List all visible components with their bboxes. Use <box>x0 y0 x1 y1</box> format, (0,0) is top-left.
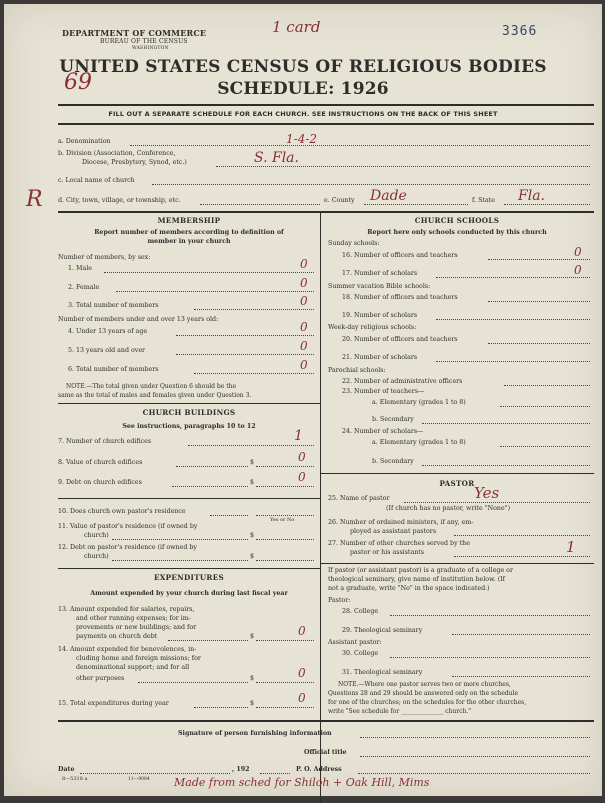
q13-field[interactable] <box>256 640 314 641</box>
q8-label: 8. Value of church edifices <box>58 459 143 466</box>
q10-dots <box>210 515 248 516</box>
q26-field[interactable] <box>454 535 590 536</box>
q24a-field[interactable] <box>500 446 590 447</box>
q21-field[interactable] <box>436 361 590 362</box>
q28-field[interactable] <box>390 615 590 616</box>
q5-label: 5. 13 years old and over <box>68 347 146 354</box>
q8-field[interactable] <box>256 466 314 467</box>
q11-dots <box>112 539 248 540</box>
official-title-field[interactable] <box>360 756 590 757</box>
year-field[interactable] <box>260 773 290 774</box>
washington-label: WASHINGTON <box>132 46 169 51</box>
q30-field[interactable] <box>390 657 590 658</box>
q24-label: 24. Number of scholars— <box>342 428 424 435</box>
division-value: S. Fla. <box>254 150 299 166</box>
q17-field[interactable] <box>436 277 590 278</box>
bureau-label: BUREAU OF THE CENSUS <box>100 38 188 45</box>
q27-label: 27. Number of other churches served by the <box>328 540 470 547</box>
q23a-field[interactable] <box>500 406 590 407</box>
instructions-banner: FILL OUT A SEPARATE SCHEDULE FOR EACH CHURCH. SEE INSTRUCTIONS ON THE BACK OF THIS SHEET <box>108 110 498 118</box>
q26-label: 26. Number of ordained ministers, if any, em- <box>328 519 474 526</box>
q24b-label: b. Secondary <box>372 458 414 465</box>
q27-label-2: pastor or his assistants <box>350 549 425 556</box>
q5-value: 0 <box>300 339 308 353</box>
members-by-sex-label: Number of members, by sex: <box>58 254 151 261</box>
q12-dots <box>112 560 248 561</box>
handwritten-footer-note: Made from sched for Shiloh + Oak Hill, Mims <box>174 776 430 789</box>
q25-label: 25. Name of pastor <box>328 495 390 502</box>
q12-field[interactable] <box>256 560 314 561</box>
buildings-title: CHURCH BUILDINGS <box>142 408 236 417</box>
po-address-field[interactable] <box>358 773 590 774</box>
members-by-age-label: Number of members under and over 13 years old: <box>58 316 219 323</box>
q19-field[interactable] <box>436 319 590 320</box>
q13-dots <box>168 640 248 641</box>
membership-subtitle: Report number of members according to definition of <box>94 229 284 236</box>
q26-label-2: ployed as assistant pastors <box>350 528 437 535</box>
summer-schools-label: Summer vacation Bible schools: <box>328 283 431 290</box>
q8-dollar: $ <box>250 459 255 466</box>
q9-dollar: $ <box>250 479 255 486</box>
membership-title: MEMBERSHIP <box>157 216 221 225</box>
graduate-instructions-3: not a graduate, write "No" in the space indicated.) <box>328 585 490 592</box>
header-rule-2 <box>58 123 594 125</box>
q14-dots <box>138 682 248 683</box>
q16-label: 16. Number of officers and teachers <box>342 252 458 259</box>
q30-label: 30. College <box>342 650 379 657</box>
q12-label: 12. Debt on pastor's residence (if owned by <box>58 544 197 551</box>
q6-label: 6. Total number of members <box>68 366 159 373</box>
membership-note-2: same as the total of males and females given under Question 3. <box>58 392 252 399</box>
q14-label-4: other purposes <box>76 675 125 682</box>
q9-dots <box>172 486 248 487</box>
q16-field[interactable] <box>488 259 590 260</box>
pastor-note-4: write "See schedule for ______________ church." <box>328 708 471 715</box>
q1-field[interactable] <box>104 272 314 273</box>
buildings-rule <box>58 498 320 499</box>
q20-label: 20. Number of officers and teachers <box>342 336 458 343</box>
q25-value: Yes <box>474 484 500 502</box>
q15-dots <box>194 707 248 708</box>
census-schedule-page <box>4 4 602 796</box>
q25-field[interactable] <box>404 502 590 503</box>
q15-label: 15. Total expenditures during year <box>58 700 169 707</box>
denomination-value: 1-4-2 <box>286 132 318 146</box>
q14-field[interactable] <box>256 682 314 683</box>
q13-value: 0 <box>298 624 306 638</box>
q14-label: 14. Amount expended for benevolences, in- <box>58 646 197 653</box>
q22-field[interactable] <box>504 385 590 386</box>
buildings-rule-2 <box>58 568 320 569</box>
q29-label: 29. Theological seminary <box>342 627 423 634</box>
pastor-note-2: Questions 28 and 29 should be answered only on the schedule <box>328 690 519 697</box>
q15-field[interactable] <box>256 707 314 708</box>
q6-field[interactable] <box>194 373 314 374</box>
official-title-label: Official title <box>304 749 347 756</box>
q28-label: 28. College <box>342 608 379 615</box>
q17-value: 0 <box>574 263 582 277</box>
q13-label-2: and other running expenses; for im- <box>76 615 191 622</box>
q31-label: 31. Theological seminary <box>342 669 423 676</box>
serial-number: 3366 <box>502 24 538 39</box>
q18-field[interactable] <box>488 301 590 302</box>
q23b-field[interactable] <box>422 423 590 424</box>
expenditures-title: EXPENDITURES <box>154 573 224 582</box>
q17-label: 17. Number of scholars <box>342 270 418 277</box>
q5-field[interactable] <box>176 354 314 355</box>
membership-note: NOTE.—The total given under Question 6 should be the <box>66 383 237 390</box>
q1-label: 1. Male <box>68 265 92 272</box>
state-value: Fla. <box>518 188 545 204</box>
q25-hint: (If church has no pastor, write "None") <box>386 505 511 512</box>
q13-label-3: provements or new buildings; and for <box>76 624 197 631</box>
q23b-label: b. Secondary <box>372 416 414 423</box>
q15-value: 0 <box>298 691 306 705</box>
schools-subtitle: Report here only schools conducted by this church <box>367 229 547 236</box>
q11-label-2: church) <box>84 532 109 539</box>
pastor-sublabel: Pastor: <box>328 597 351 604</box>
q12-dollar: $ <box>250 553 255 560</box>
q31-field[interactable] <box>452 676 590 677</box>
handwritten-number: 69 <box>64 70 92 95</box>
signature-label: Signature of person furnishing information <box>178 730 332 737</box>
division-field-line[interactable] <box>216 166 590 167</box>
q15-dollar: $ <box>250 700 255 707</box>
q7-field[interactable] <box>188 445 314 446</box>
state-field-line[interactable] <box>504 204 590 205</box>
q19-label: 19. Number of scholars <box>342 312 418 319</box>
year-label: , 192 <box>232 766 250 773</box>
expenditures-subtitle: Amount expended by your church during last fiscal year <box>90 590 288 597</box>
q13-label: 13. Amount expended for salaries, repairs, <box>58 606 195 613</box>
top-fields-rule <box>58 211 594 213</box>
form-code-2: 11—9084 <box>128 777 150 782</box>
q6-value: 0 <box>300 358 308 372</box>
q14-dollar: $ <box>250 675 255 682</box>
county-field-line[interactable] <box>364 204 468 205</box>
q3-field[interactable] <box>194 309 314 310</box>
graduate-instructions-2: theological seminary, give name of institution below. (If <box>328 576 506 583</box>
handwritten-r-mark: R <box>26 187 43 212</box>
po-address-label: P. O. Address <box>296 766 342 773</box>
city-label: d. City, town, village, or township, etc. <box>58 197 181 204</box>
q4-value: 0 <box>300 320 308 334</box>
q11-label: 11. Value of pastor's residence (if owned by <box>58 523 198 530</box>
form-title: UNITED STATES CENSUS OF RELIGIOUS BODIES <box>59 57 547 77</box>
q11-field[interactable] <box>256 539 314 540</box>
q9-label: 9. Debt on church edifices <box>58 479 142 486</box>
division-label-2: Diocese, Presbytery, Synod, etc.) <box>82 159 187 166</box>
q22-label: 22. Number of administrative officers <box>342 378 463 385</box>
q2-value: 0 <box>300 276 308 290</box>
q14-label-3: denominational support; and for all <box>76 664 190 671</box>
local-name-label: c. Local name of church <box>58 177 135 184</box>
q24a-label: a. Elementary (grades 1 to 8) <box>372 439 466 446</box>
q2-label: 2. Female <box>68 284 100 291</box>
q13-label-4: payments on church debt <box>76 633 158 640</box>
form-subtitle: SCHEDULE: 1926 <box>217 79 389 99</box>
q8-value: 0 <box>298 450 306 464</box>
sunday-schools-label: Sunday schools: <box>328 240 380 247</box>
assistant-pastor-sublabel: Assistant pastor: <box>328 639 382 646</box>
membership-subtitle-2: member in your church <box>147 238 231 245</box>
local-name-field-line[interactable] <box>152 184 590 185</box>
pastor-rule <box>320 563 594 564</box>
footer-rule <box>58 720 594 722</box>
q7-label: 7. Number of church edifices <box>58 438 152 445</box>
weekday-schools-label: Week-day religious schools: <box>328 324 417 331</box>
denomination-label: a. Denomination <box>58 138 111 145</box>
graduate-instructions: If pastor (or assistant pastor) is a graduate of a college or <box>328 567 513 574</box>
q27-field[interactable] <box>454 556 590 557</box>
q27-value: 1 <box>566 538 576 556</box>
q13-dollar: $ <box>250 633 255 640</box>
q10-label: 10. Does church own pastor's residence <box>58 508 186 515</box>
q14-label-2: cluding home and foreign missions; for <box>76 655 201 662</box>
schools-title: CHURCH SCHOOLS <box>414 216 500 225</box>
handwritten-card-note: 1 card <box>272 18 321 36</box>
buildings-subtitle: See instructions, paragraphs 10 to 12 <box>122 423 256 430</box>
q23-label: 23. Number of teachers— <box>342 388 425 395</box>
q10-field[interactable] <box>256 515 314 516</box>
q2-field[interactable] <box>116 291 314 292</box>
q7-value: 1 <box>294 428 303 444</box>
parochial-schools-label: Parochial schools: <box>328 367 386 374</box>
q8-dots <box>176 466 248 467</box>
yes-or-no-hint: Yes or No <box>270 517 295 523</box>
q1-value: 0 <box>300 257 308 271</box>
q4-field[interactable] <box>176 335 314 336</box>
date-label: Date <box>58 766 75 773</box>
department-label: DEPARTMENT OF COMMERCE <box>62 28 207 38</box>
q24b-field[interactable] <box>422 465 590 466</box>
q14-value: 0 <box>298 666 306 680</box>
membership-rule <box>58 403 320 404</box>
q20-field[interactable] <box>488 343 590 344</box>
q12-label-2: church) <box>84 553 109 560</box>
q16-value: 0 <box>574 245 582 259</box>
schools-rule <box>320 473 594 474</box>
state-label: f. State <box>472 197 495 204</box>
pastor-title: PASTOR <box>439 479 475 488</box>
signature-field[interactable] <box>360 737 590 738</box>
q29-field[interactable] <box>452 634 590 635</box>
date-field[interactable] <box>80 773 230 774</box>
division-label: b. Division (Association, Conference, <box>58 150 176 157</box>
pastor-note-3: for one of the churches; on the schedules for the other churches, <box>328 699 527 706</box>
q11-dollar: $ <box>250 532 255 539</box>
pastor-note: NOTE.—Where one pastor serves two or more churches, <box>338 681 511 688</box>
column-divider <box>320 211 321 803</box>
header-rule <box>58 104 594 106</box>
county-label: e. County <box>324 197 355 204</box>
q23a-label: a. Elementary (grades 1 to 8) <box>372 399 466 406</box>
q9-value: 0 <box>298 470 306 484</box>
q21-label: 21. Number of scholars <box>342 354 418 361</box>
q3-label: 3. Total number of members <box>68 302 159 309</box>
denomination-field-line[interactable] <box>130 145 590 146</box>
city-field-line[interactable] <box>200 204 320 205</box>
q3-value: 0 <box>300 294 308 308</box>
county-value: Dade <box>370 188 407 204</box>
q9-field[interactable] <box>256 486 314 487</box>
form-code: 8—5318 a <box>62 776 88 782</box>
q18-label: 18. Number of officers and teachers <box>342 294 458 301</box>
q4-label: 4. Under 13 years of age <box>68 328 148 335</box>
